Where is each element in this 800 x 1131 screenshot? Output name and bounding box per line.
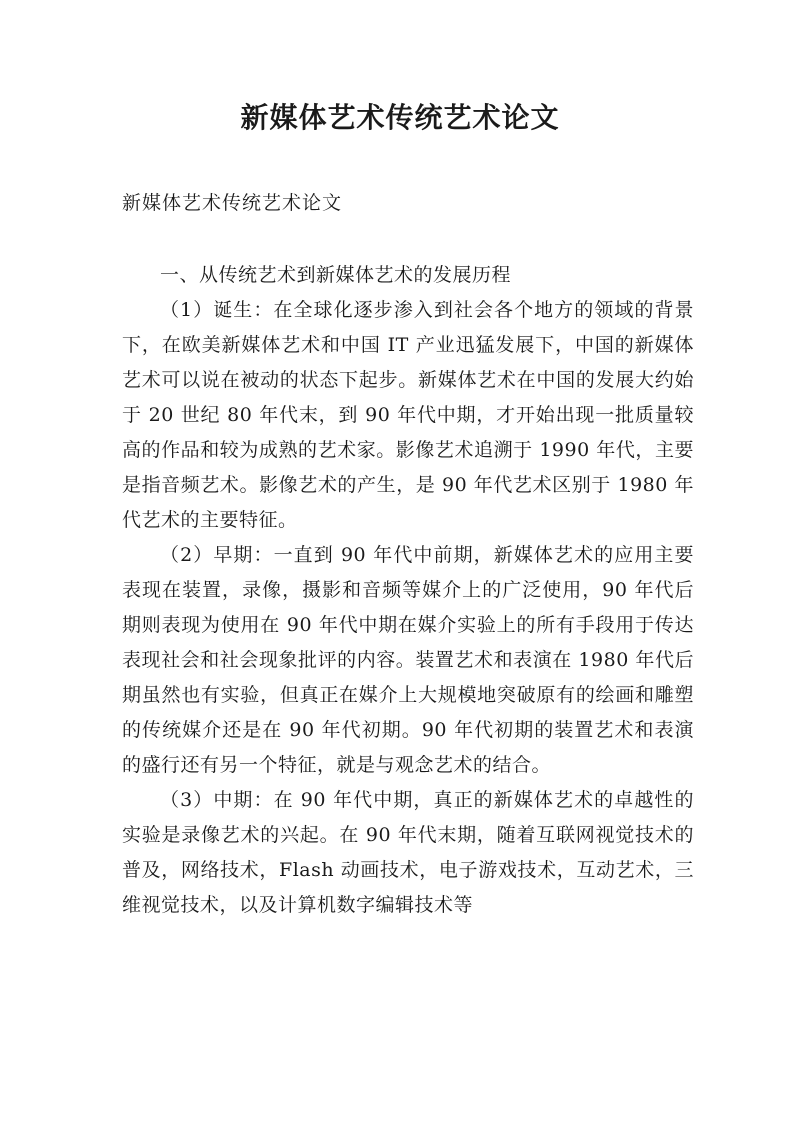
paragraph-middle: （3）中期：在 90 年代中期，真正的新媒体艺术的卓越性的实验是录像艺术的兴起。在 90 年代末期，随着互联网视觉技术的普及，网络技术，Flash 动画技术，电子游戏技术，互动艺术，三维视觉技术，以及计算机数字编辑技术等 (122, 789, 694, 916)
document-body (122, 258, 694, 923)
paragraph-birth: （1）诞生：在全球化逐步渗入到社会各个地方的领域的背景下，在欧美新媒体艺术和中国 IT 产业迅猛发展下，中国的新媒体艺术可以说在被动的状态下起步。新媒体艺术在中国的发展大约始于 20 世纪 80 年代末，到 90 年代中期，才开始出现一批质量较高的作品和较为成熟的艺术家。影像艺术追溯于 1990 年代，主要是指音频艺术。影像艺术的产生，是 90 年代艺术区别于 1980 年代艺术的主要特征。 (122, 299, 694, 531)
document-subtitle: 新媒体艺术传统艺术论文 (122, 192, 343, 214)
document-title: 新媒体艺术传统艺术论文 (240, 101, 560, 134)
section-heading: 一、从传统艺术到新媒体艺术的发展历程 (160, 264, 512, 286)
paragraph-early: （2）早期：一直到 90 年代中前期，新媒体艺术的应用主要表现在装置，录像，摄影和音频等媒介上的广泛使用，90 年代后期则表现为使用在 90 年代中期在媒介实验上的所有手段用于传达表现社会和社会现象批评的内容。装置艺术和表演在 1980 年代后期虽然也有实验，但真正在媒介上大规模地突破原有的绘画和雕塑的传统媒介还是在 90 年代初期。90 年代初期的装置艺术和表演的盛行还有另一个特征，就是与观念艺术的结合。 (122, 544, 694, 776)
